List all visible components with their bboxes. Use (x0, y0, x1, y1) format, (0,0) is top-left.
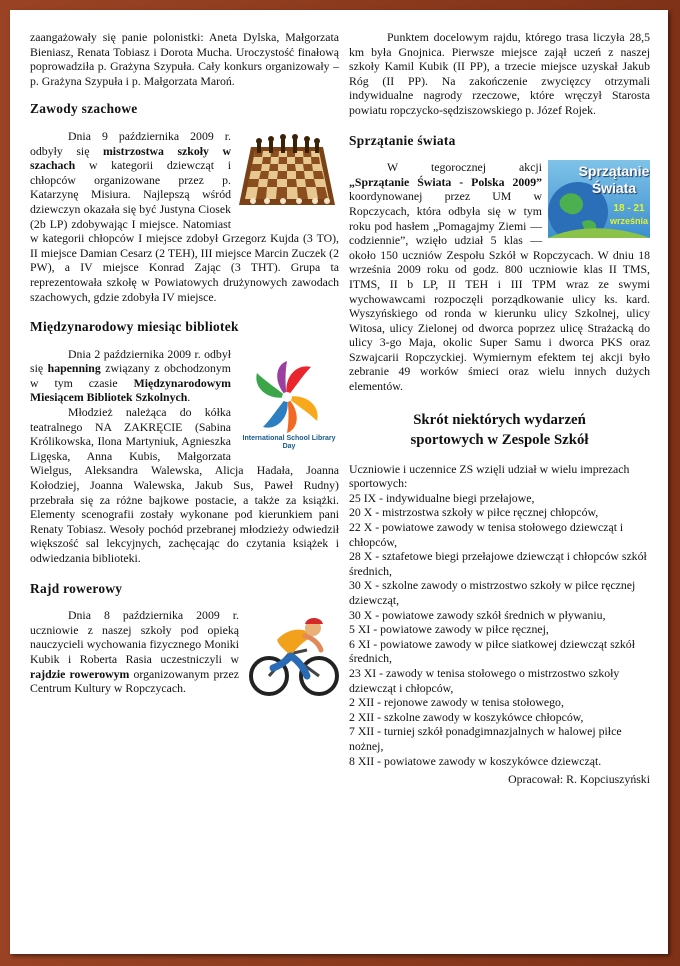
sports-intro: Uczniowie i uczennice ZS wzięli udział w wielu imprezach sportowych: (349, 461, 630, 491)
chessboard-image (237, 129, 337, 215)
bike-paragraph: Dnia 8 października 2009 r. uczniowie z naszej szkoły pod opieką nauczycieli wychowania fizycznego Moniki Kubik i Roberta Rasia uczestniczyli w rajdzie rowerowym organizowanym przez Centrum Kultury w Ropczycach. (30, 608, 239, 696)
bike-continuation: Punktem docelowym rajdu, którego trasa liczyła 28,5 km była Gnojnica. Pierwsze miejsce zajął uczeń z naszej szkoły Kamil Kubik (II PP), a trzecie miejsce uzyskał Jakub Róg (II PP). Na zakończenie zwycięzcy otrzymali indywidualne nagrody rzeczowe, które wręczył Starosta powiatu ropczycko-sędziszowskiego p. Józef Rojek. (349, 30, 650, 117)
list-item: 2 XII - szkolne zawody w koszykówce chłopców, (349, 709, 584, 724)
clean-world-logo (548, 160, 650, 238)
library-paragraph-1: Dnia 2 października 2009 r. odbył się hapenning związany z obchodzonym w tym czasie Międzynarodowym Miesiącem Bibliotek Szkolnych. (30, 346, 231, 405)
newsletter-page (10, 10, 668, 954)
list-item: 8 XII - powiatowe zawody w koszykówce dziewcząt. (349, 753, 602, 768)
cyclist-image (247, 610, 339, 702)
clean-logo-month: września (609, 216, 649, 227)
list-item: 20 X - mistrzostwa szkoły w piłce ręcznej chłopców, (349, 505, 599, 520)
chess-heading: Zawody szachowe (30, 101, 138, 117)
library-logo-text: International School Library Day (242, 434, 336, 450)
chess-paragraph: Dnia 9 października 2009 r. odbyły się mistrzostwa szkoły w szachach w kategorii dziewcząt i chłopców organizowane przez p. Katarzynę Misiura. Najlepszą wśród dziewczyn okazała się być Justyna Ciosek (2b LP) zdobywając I miejsce. Natomiast w kategorii chłopców I miejsce zdobył Grzegorz Kujda (3 TO), II miejsce Damian Cesarz (2 TEH), III miejsce Marcin Zuczek (2 PW), a IV miejsce Konrad Zając (3 THT). Grupa ta reprezentowała szkołę w Powiatowych drużynowych zawodach szachowych, gdzie zdobyła IV miejsce. (30, 128, 339, 304)
library-contest-ending: zaangażowały się panie polonistki: Aneta Dylska, Małgorzata Bieniasz, Renata Tobiasz i Dorota Mucha. Uroczystość finałową poprowadziła p. Grażyna Szypuła. Cały konkurs organizowały – p. Grażyna Szypuła i p. Małgorzata Maroń. (30, 30, 339, 88)
sports-heading: Skrót niektórych wydarzeń sportowych w Zespole Szkół (410, 411, 589, 448)
library-heading: Międzynarodowy miesiąc bibliotek (30, 319, 239, 335)
right-column (349, 30, 650, 787)
left-column (30, 30, 339, 702)
clean-paragraph: W tegorocznej akcji „Sprzątanie Świata - Polska 2009” koordynowanej przez UM w Ropczycach, która odbyła się w tym roku pod hasłem „Pomagajmy Ziemi — codziennie”, wzięło udział 5 klas — około 150 uczniów Zespołu Szkół w Ropczycach. W dniu 18 września 2009 roku od godz. 800 uczniowie klas II TMS, ITMS, II b LP, II TEH i III TPM wraz ze swymi wychowawcami rozpoczęli porządkowanie ulicy ks. kard. Wyszyńskiego od ronda w kierunku ulicy Szkolnej, ulicy Witosa, ulicy Zielonej od dworca poprzez ulicę Strażacką do ulicy 3-go Maja, okolic Super Samu i dworca PKS oraz Szwajcarii Ropczyckiej. Wymiernym efektem tej akcji było zebranie 49 worków śmieci oraz wielu innych dużych elementów. (349, 160, 650, 394)
author-signature: Opracował: R. Kopciuszyński (508, 772, 650, 787)
library-day-logo (237, 347, 339, 451)
clean-logo-line1: Sprzątanie (578, 163, 650, 180)
list-item: 7 XII - turniej szkół ponadgimnazjalnych w halowej piłce nożnej, (349, 724, 622, 753)
list-item: 30 X - powiatowe zawody szkół średnich w pływaniu, (349, 607, 606, 622)
bike-heading: Rajd rowerowy (30, 580, 123, 596)
list-item: 30 X - szkolne zawody o mistrzostwo szkoły w piłce ręcznej dziewcząt, (349, 578, 636, 607)
clean-logo-dates: 18 - 21 (613, 203, 645, 215)
sports-list (349, 462, 650, 768)
list-item: 6 XI - powiatowe zawody w piłce siatkowej dziewcząt szkół średnich, (349, 636, 635, 666)
library-paragraph-2: Młodzież należąca do kółka teatralnego NA ZAKRĘCIE (Sabina Królikowska, Ilona Martyniuk, Agnieszka Ligęska, Anna Kubis, Małgorzata Wielgus, Aleksandra Walewska, Alicja Hadała, Joanna Kołodziej, Joanna Walewska, Jakub Sus, Paweł Rudny) przebrała się za różne bajkowe postacie, a także za książki. Elementy scenografii zostały wykonane pod kierunkiem pani Renaty Tobiasz. Wesoły pochód przebranej młodzieży odwiedził większość sal lekcyjnych, zachęcając do czytania książek i odwiedzania biblioteki. (30, 405, 339, 565)
list-item: 2 XII - rejonowe zawody w tenisa stołowego, (349, 695, 564, 710)
clean-logo-line2: Świata (591, 180, 637, 197)
list-item: 5 XI - powiatowe zawody w piłce ręcznej, (349, 622, 549, 637)
list-item: 28 X - sztafetowe biegi przełajowe dziewcząt i chłopców szkół średnich, (349, 549, 647, 578)
clean-heading: Sprzątanie świata (349, 132, 456, 148)
list-item: 25 IX - indywidualne biegi przełajowe, (349, 490, 535, 505)
list-item: 23 XI - zawody w tenisa stołowego o mistrzostwo szkoły dziewcząt i chłopców, (349, 665, 620, 695)
list-item: 22 X - powiatowe zawody w tenisa stołowego dziewcząt i chłopców, (349, 520, 624, 549)
